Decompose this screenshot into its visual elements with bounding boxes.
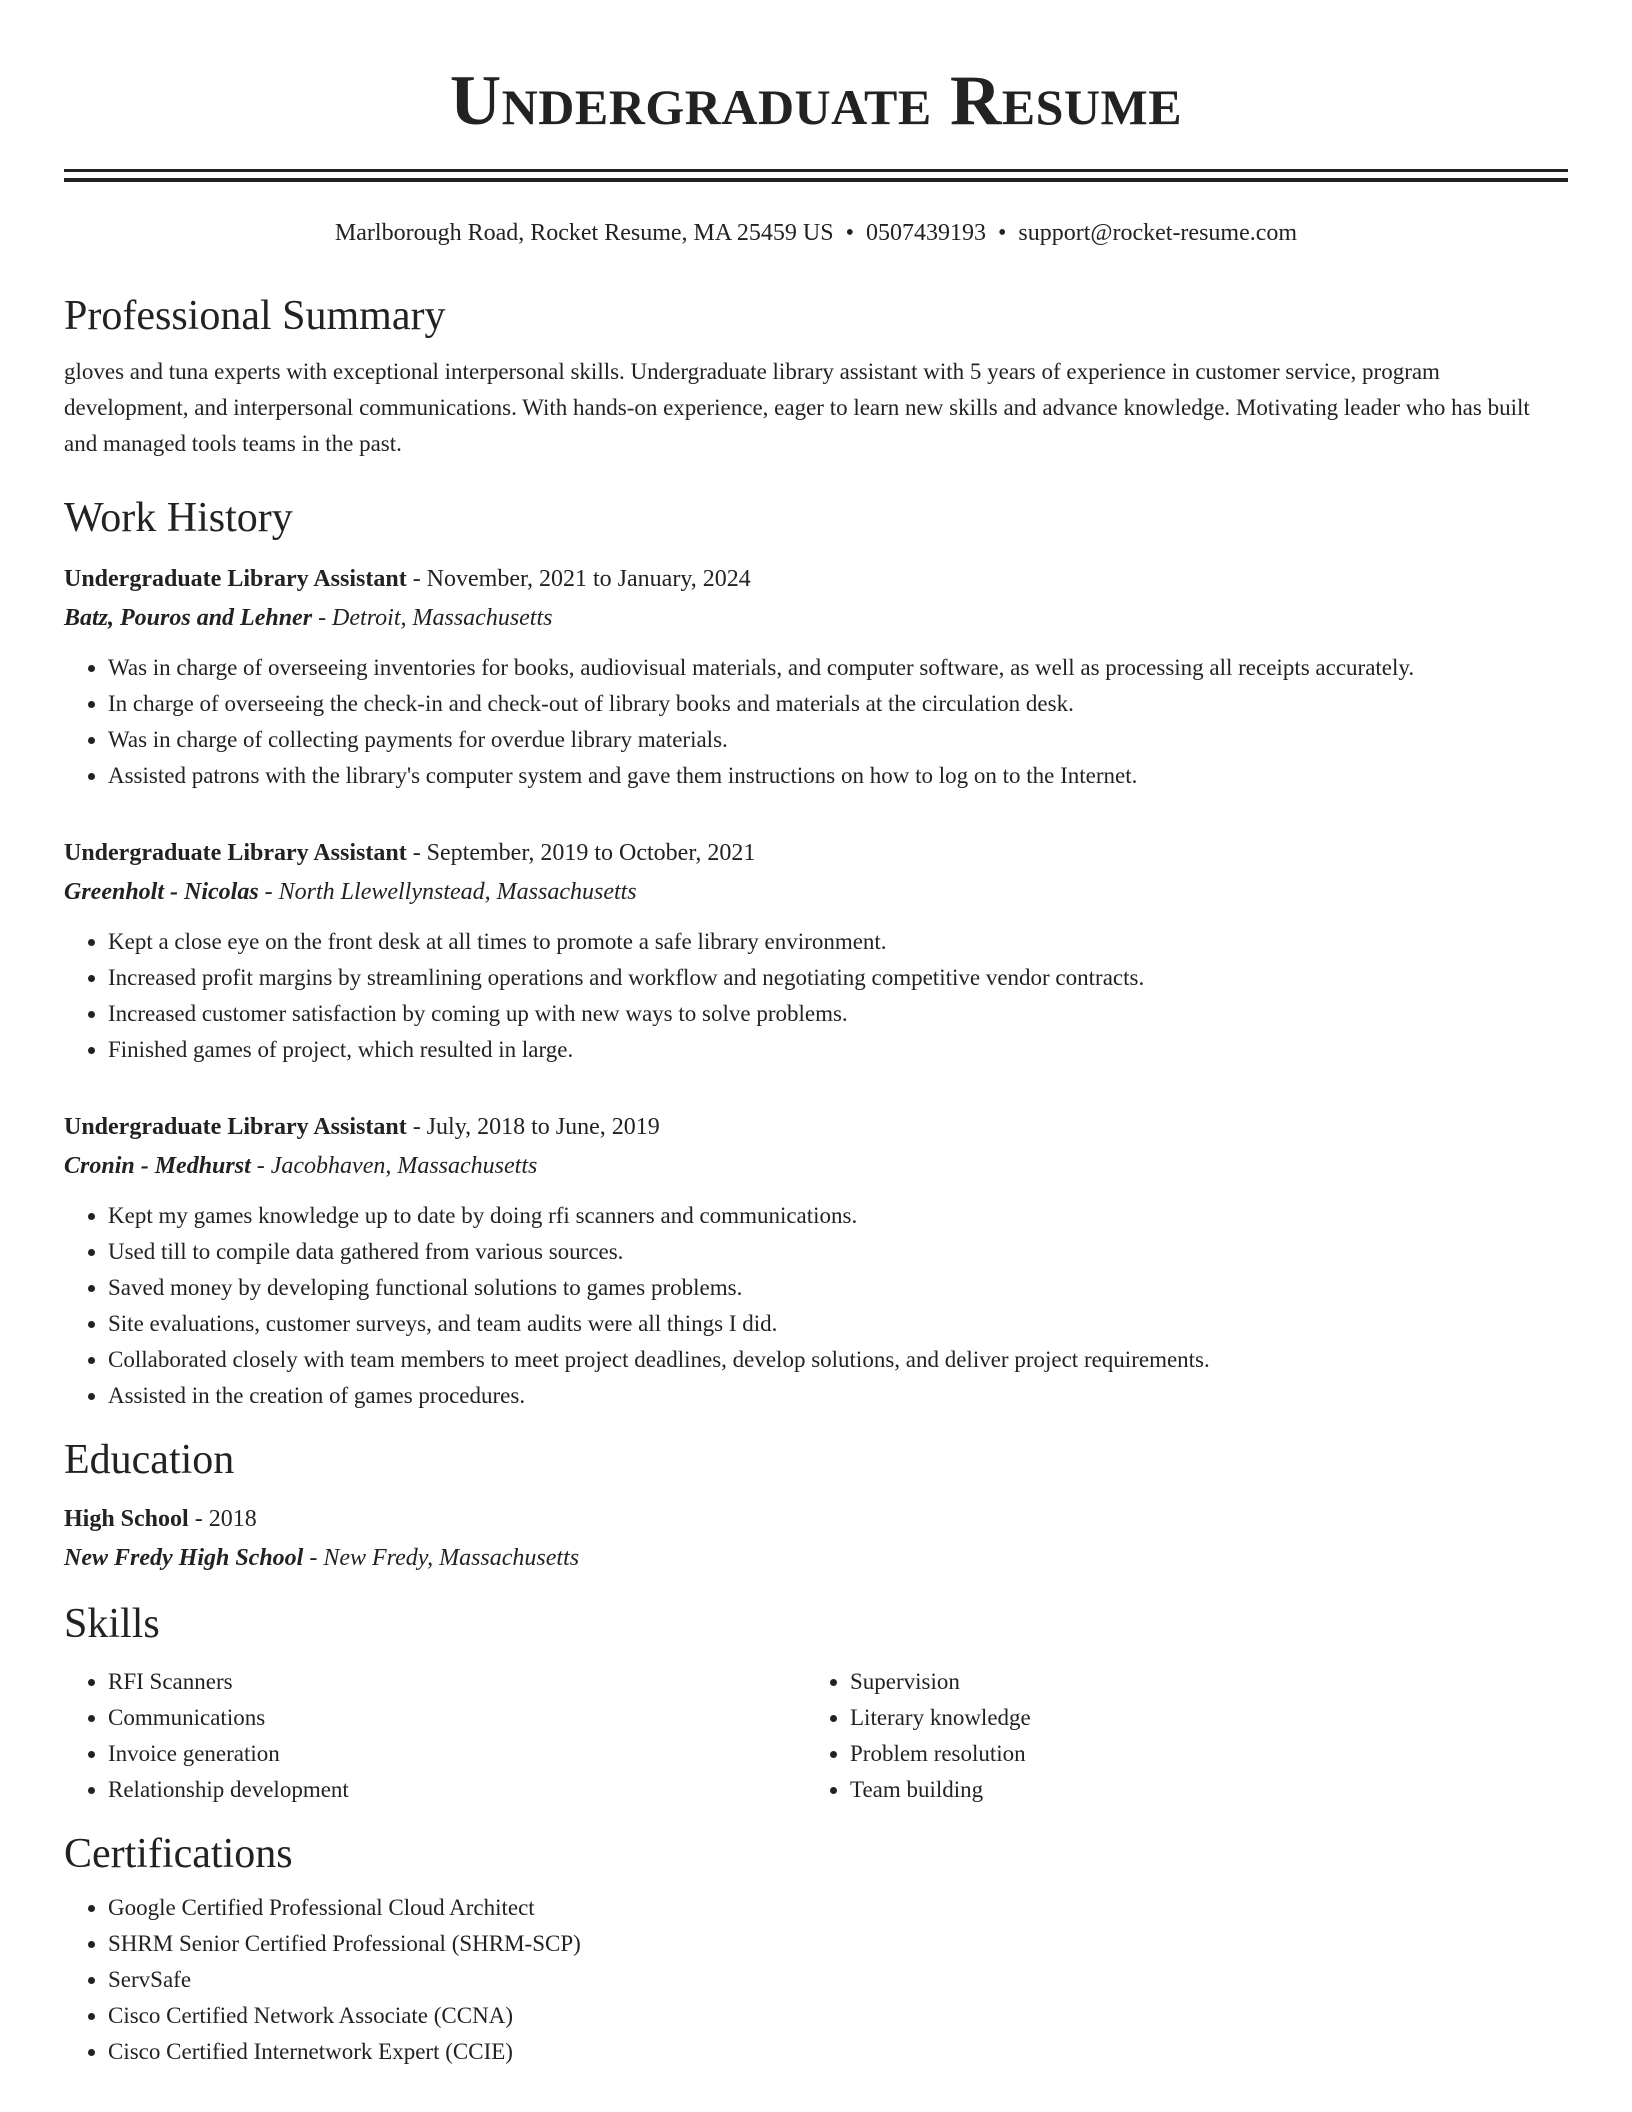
employer-name: Batz, Pouros and Lehner <box>64 605 313 631</box>
job-title: Undergraduate Library Assistant <box>64 1114 407 1140</box>
title-rule-top <box>64 169 1568 172</box>
employer-location: - Detroit, Massachusetts <box>312 605 553 631</box>
skill-item: • Supervision <box>850 1664 1548 1700</box>
degree-year: - 2018 <box>188 1506 257 1532</box>
job-dates: - July, 2018 to June, 2019 <box>406 1114 660 1140</box>
job-title-line <box>64 834 1568 873</box>
employer-name: Cronin - Medhurst <box>64 1153 251 1179</box>
certification-item: • Cisco Certified Internetwork Expert (CCIE) <box>108 2034 1568 2070</box>
certifications-list <box>64 1890 1568 2070</box>
job-entry <box>64 1108 1568 1414</box>
skill-item: • Relationship development <box>108 1772 806 1808</box>
section-heading-work: Work History <box>64 495 293 541</box>
job-entry <box>64 560 1568 794</box>
employer-location: - North Llewellynstead, Massachusetts <box>258 879 637 905</box>
certification-item: • Cisco Certified Network Associate (CCNA) <box>108 1998 1568 2034</box>
job-dates: - November, 2021 to January, 2024 <box>406 566 751 592</box>
list-item: • Increased profit margins by streamlining operations and workflow and negotiating competitive vendor contracts. <box>108 960 1568 996</box>
list-item: • Used till to compile data gathered from various sources. <box>108 1234 1568 1270</box>
employer-line <box>64 1147 1568 1186</box>
school-line <box>64 1539 1568 1578</box>
certification-item: • SHRM Senior Certified Professional (SHRM-SCP) <box>108 1926 1568 1962</box>
summary-text: gloves and tuna experts with exceptional interpersonal skills. Undergraduate library assistant with 5 years of experience in customer service, program development, and interpersonal communications. With hands-on experience, eager to learn new skills and advance knowledge. Motivating leader who has built and managed tools teams in the past. <box>64 359 1530 456</box>
job-title: Undergraduate Library Assistant <box>64 840 407 866</box>
job-entry <box>64 834 1568 1068</box>
contact-separator: • <box>845 220 854 246</box>
list-item: • Finished games of project, which resulted in large. <box>108 1032 1568 1068</box>
contact-line <box>64 218 1568 248</box>
list-item: • Kept a close eye on the front desk at all times to promote a safe library environment. <box>108 924 1568 960</box>
job-title: Undergraduate Library Assistant <box>64 566 407 592</box>
resume-title: Undergraduate Resume <box>449 62 1183 140</box>
section-skills <box>64 1600 1568 1808</box>
degree-line <box>64 1500 1568 1539</box>
job-title-line <box>64 560 1568 599</box>
section-summary <box>64 292 1568 462</box>
skill-item: • Invoice generation <box>108 1736 806 1772</box>
section-heading-certifications: Certifications <box>64 1831 293 1877</box>
skill-item: • Communications <box>108 1700 806 1736</box>
job-bullets <box>64 1198 1568 1414</box>
section-heading-summary: Professional Summary <box>64 293 446 339</box>
list-item: • Site evaluations, customer surveys, and team audits were all things I did. <box>108 1306 1568 1342</box>
employer-line <box>64 599 1568 638</box>
section-heading-education: Education <box>64 1437 235 1483</box>
list-item: • Kept my games knowledge up to date by doing rfi scanners and communications. <box>108 1198 1568 1234</box>
title-rule-bottom <box>64 178 1568 182</box>
contact-email: support@rocket-resume.com <box>1018 220 1298 246</box>
certification-item: • Google Certified Professional Cloud Architect <box>108 1890 1568 1926</box>
skill-item: • Team building <box>850 1772 1548 1808</box>
list-item: • Was in charge of collecting payments for overdue library materials. <box>108 722 1568 758</box>
employer-name: Greenholt - Nicolas <box>64 879 259 905</box>
degree-name: High School <box>64 1506 189 1532</box>
list-item: • Assisted in the creation of games procedures. <box>108 1378 1568 1414</box>
section-heading-skills: Skills <box>64 1601 160 1647</box>
school-name: New Fredy High School <box>64 1545 304 1571</box>
list-item: • Saved money by developing functional solutions to games problems. <box>108 1270 1568 1306</box>
contact-separator: • <box>997 220 1007 246</box>
skills-list-left <box>64 1664 806 1808</box>
school-location: - New Fredy, Massachusetts <box>303 1545 580 1571</box>
certification-item: • ServSafe <box>108 1962 1568 1998</box>
skill-item: • RFI Scanners <box>108 1664 806 1700</box>
list-item: • Assisted patrons with the library's computer system and gave them instructions on how to log on to the Internet. <box>108 758 1568 794</box>
section-work-history <box>64 494 1568 1414</box>
section-education <box>64 1436 1568 1578</box>
list-item: • Increased customer satisfaction by coming up with new ways to solve problems. <box>108 996 1568 1032</box>
job-title-line <box>64 1108 1568 1147</box>
list-item: • Collaborated closely with team members to meet project deadlines, develop solutions, and deliver project requirements. <box>108 1342 1568 1378</box>
job-dates: - September, 2019 to October, 2021 <box>406 840 756 866</box>
skill-item: • Literary knowledge <box>850 1700 1548 1736</box>
education-entry <box>64 1500 1568 1578</box>
contact-phone: 0507439193 <box>865 220 986 246</box>
job-bullets <box>64 650 1568 794</box>
job-bullets <box>64 924 1568 1068</box>
employer-line <box>64 873 1568 912</box>
contact-address: Marlborough Road, Rocket Resume, MA 25459 US <box>334 220 834 246</box>
skills-columns <box>64 1664 1568 1808</box>
skill-item: • Problem resolution <box>850 1736 1548 1772</box>
list-item: • Was in charge of overseeing inventories for books, audiovisual materials, and computer software, as well as processing all receipts accurately. <box>108 650 1568 686</box>
section-certifications <box>64 1830 1568 2070</box>
skills-list-right <box>806 1664 1548 1808</box>
list-item: • In charge of overseeing the check-in and check-out of library books and materials at the circulation desk. <box>108 686 1568 722</box>
employer-location: - Jacobhaven, Massachusetts <box>250 1153 538 1179</box>
